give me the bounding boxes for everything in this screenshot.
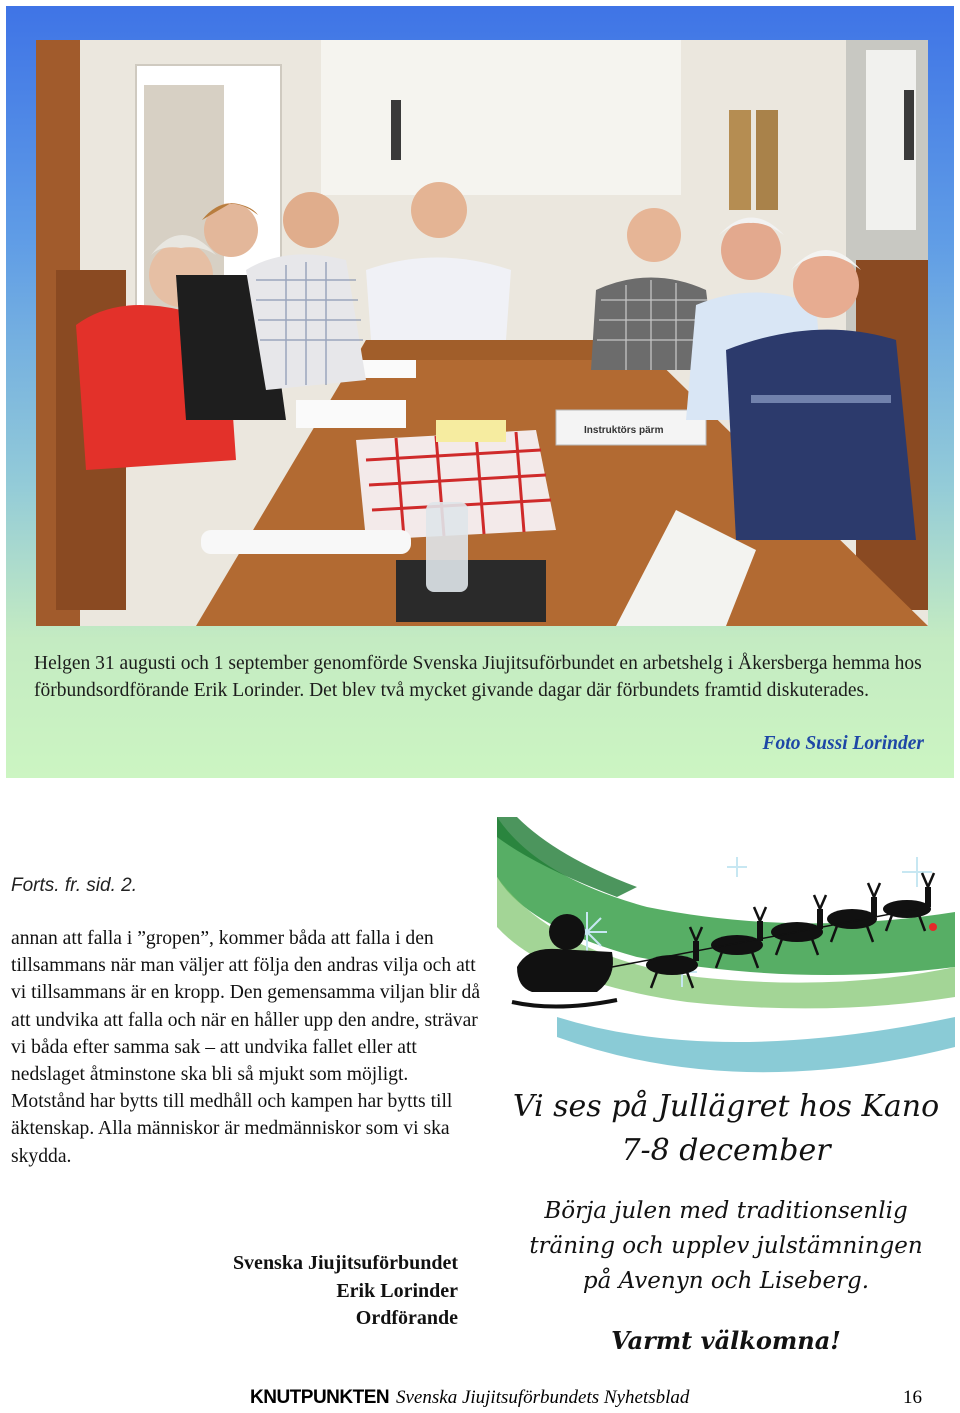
signature-name: Erik Lorinder (336, 1279, 458, 1302)
meeting-photo-illustration (36, 40, 928, 626)
signature-title: Ordförande (355, 1307, 458, 1329)
meeting-photo (36, 40, 928, 626)
ad-closing: Varmt välkomna! (611, 1326, 841, 1355)
signature-block (150, 1250, 458, 1333)
page-footer (250, 1387, 922, 1413)
page-number: 16 (903, 1387, 922, 1408)
ad-body-line1: Börja julen med traditionsenlig (544, 1198, 908, 1224)
photo-credit: Foto Sussi Lorinder (762, 733, 924, 754)
continuation-note: Forts. fr. sid. 2. (11, 875, 137, 896)
ad-title-line1: Vi ses på Jullägret hos Kano (512, 1089, 940, 1124)
newsletter-brand: KNUTPUNKTEN (250, 1387, 390, 1408)
newsletter-subtitle: Svenska Jiujitsuförbundets Nyhetsblad (396, 1387, 690, 1408)
ad-body-line3: på Avenyn och Liseberg. (582, 1268, 870, 1294)
signature-org: Svenska Jiujitsuförbundet (232, 1252, 458, 1274)
ad-title-line2: 7-8 december (621, 1133, 831, 1168)
photo-caption: Helgen 31 augusti och 1 september genomförde Svenska Jiujitsuförbundet en arbetshelg i Åkersberga hemma hos förbundsordförande Erik Lorinder. Det blev två mycket givande dagar där förbundets framtid diskuterades. (34, 653, 922, 701)
ad-body-line2: träning och upplev julstämningen (529, 1233, 923, 1259)
article-body: annan att falla i ”gropen”, kommer båda att falla i den tillsammans när man väljer att följa den andras vilja och att vi tillsammans är en kropp. Den gemensamma viljan blir då att undvika att falla och när en håller upp den andre, strävar vi båda efter samma sak – att undvika fallet eller att nedslaget åtminstone ska bli så mjukt som möjligt. Motstånd har bytts till medhåll och kampen har bytts till äktenskap. Alla människor är medmänniskor som vi ska skydda. (11, 928, 481, 1167)
binder-label: Instruktörs pärm (584, 425, 664, 436)
christmas-camp-ad (497, 817, 955, 1377)
